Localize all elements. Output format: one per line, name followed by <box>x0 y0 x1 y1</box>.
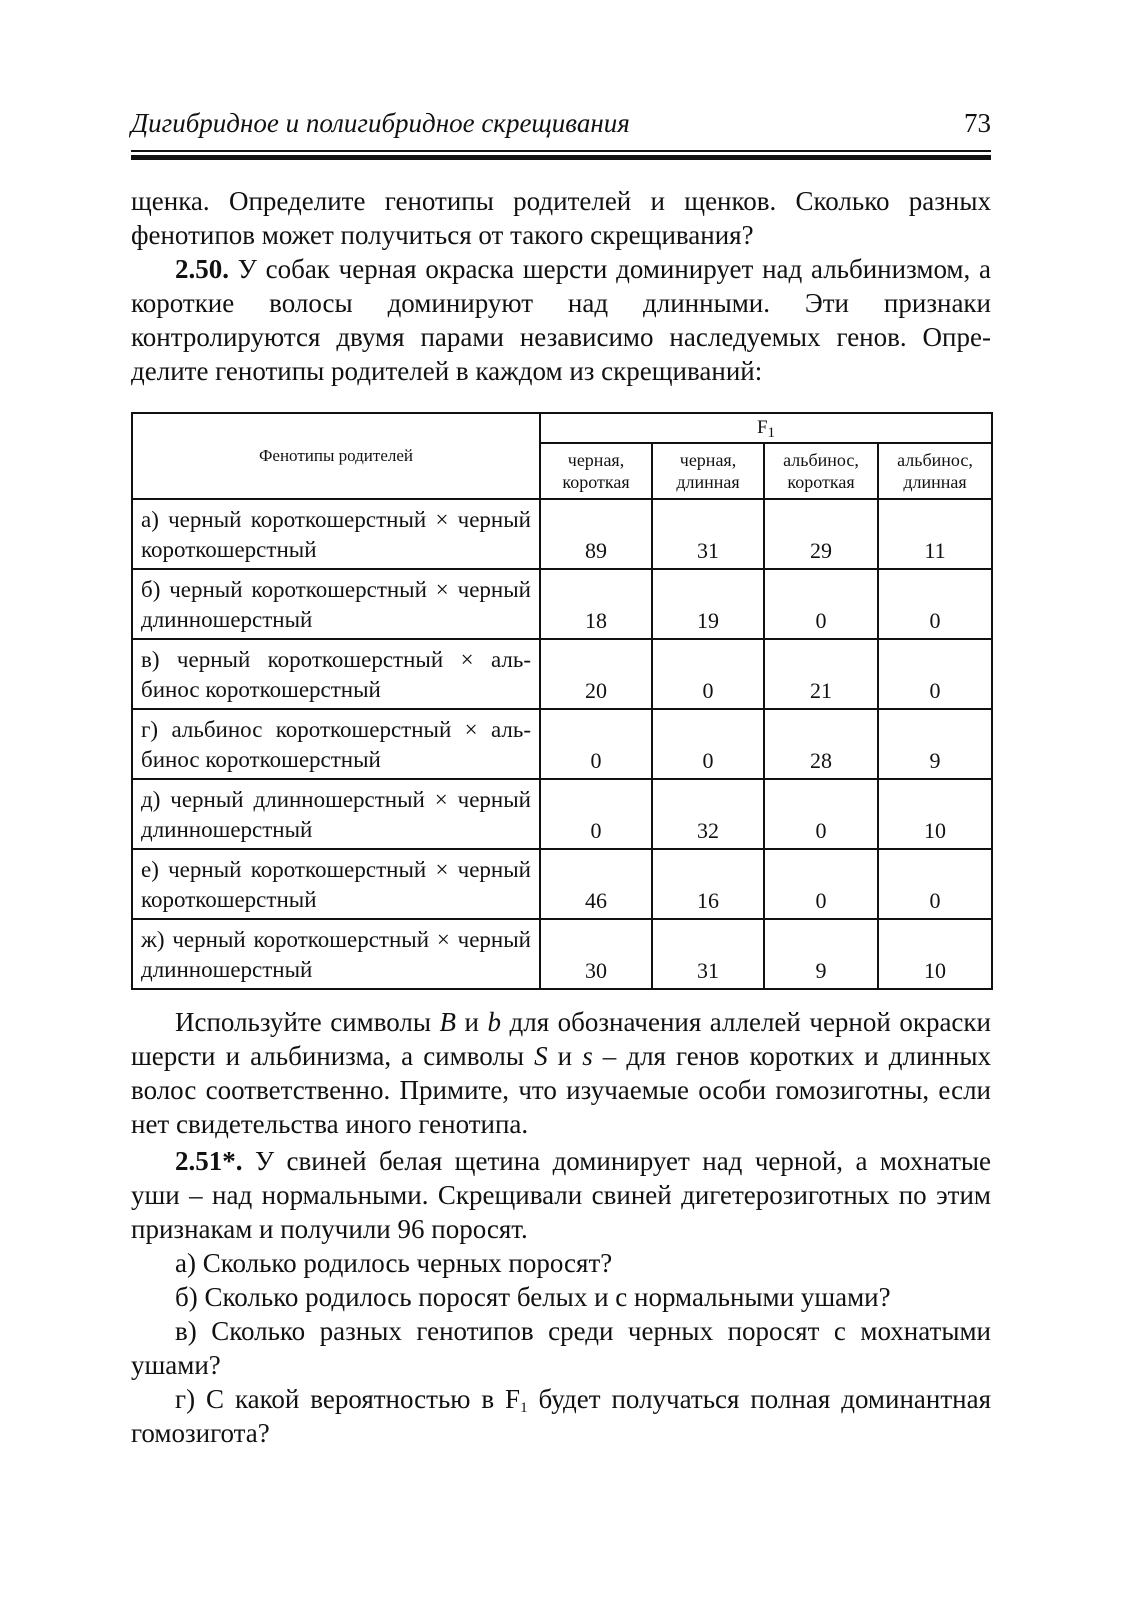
table-row <box>132 639 992 709</box>
table-row <box>132 779 992 849</box>
table-cell: 21 <box>764 639 878 709</box>
symbol-S: S <box>534 1041 548 1071</box>
table-cell: 0 <box>764 779 878 849</box>
table-cell: 19 <box>652 569 764 639</box>
problem-2-51 <box>131 1144 991 1450</box>
table-cell: 10 <box>878 779 992 849</box>
table-cell: 0 <box>540 709 652 779</box>
table-cell: 9 <box>878 709 992 779</box>
table-row <box>132 849 992 919</box>
header-rule-thick <box>131 155 991 160</box>
column-header: черная, короткая <box>540 443 652 499</box>
problem-text: У свиней белая щетина доминирует над черной, а мохнатые уши – над нормальными. Скрещивали свиней дигетерозиготных по этим признакам и получили 96 поросят. <box>131 1146 991 1244</box>
row-label: б) черный короткошерстный × черный длинношерстный <box>132 569 540 639</box>
question-a: а) Сколько родилось черных поросят? <box>175 1248 613 1278</box>
row-label: в) черный короткошерстный × альбинос короткошерстный <box>132 639 540 709</box>
table-cell: 0 <box>652 639 764 709</box>
table-cell: 18 <box>540 569 652 639</box>
column-header: черная, длинная <box>652 443 764 499</box>
table-row <box>132 709 992 779</box>
table-cell: 29 <box>764 499 878 569</box>
table-cell: 28 <box>764 709 878 779</box>
table-cell: 0 <box>652 709 764 779</box>
table-cell: 31 <box>652 919 764 989</box>
row-label: ж) черный короткошерстный × черный длинношерстный <box>132 919 540 989</box>
table-cell: 30 <box>540 919 652 989</box>
table-row <box>132 499 992 569</box>
table-row <box>132 919 992 989</box>
table-cell: 0 <box>878 569 992 639</box>
symbols-note: Используйте символы B и b для обозначения аллелей черной окраски шерсти и альбинизма, а символы S и s – для генов коротких и длинных волос соответственно. Примите, что изучаемые особи гомозиготны, если нет свидетельства иного генотипа. <box>131 1007 992 1139</box>
question-b: б) Сколько родилось поросят белых и с нормальными ушами? <box>175 1282 891 1312</box>
row-label: г) альбинос короткошерстный × альбинос короткошерстный <box>132 709 540 779</box>
column-header: альбинос, длинная <box>878 443 992 499</box>
intro-line-1: щенка. Определите генотипы родителей и щенков. Сколько разных <box>131 186 991 216</box>
table-cell: 16 <box>652 849 764 919</box>
table-cell: 31 <box>652 499 764 569</box>
row-label: а) черный короткошерстный × черный короткошерстный <box>132 499 540 569</box>
intro-paragraph <box>131 184 991 252</box>
question-d: г) С какой вероятностью в $F_1$ будет получаться полная доминантная гомозигота? <box>131 1384 992 1448</box>
chapter-title: Дигибридное и полигибридное скрещивания <box>131 108 630 138</box>
symbol-s: s <box>582 1041 593 1071</box>
table-cell: 0 <box>540 779 652 849</box>
table-cell: 0 <box>878 639 992 709</box>
problem-number: 2.51*. <box>175 1146 243 1176</box>
table-cell: 9 <box>764 919 878 989</box>
table-cell: 10 <box>878 919 992 989</box>
problem-2-50 <box>131 252 991 388</box>
table-cell: 11 <box>878 499 992 569</box>
column-header: альбинос, короткая <box>764 443 878 499</box>
table-cell: 0 <box>878 849 992 919</box>
header-rule-thin <box>131 150 991 152</box>
symbol-b: b <box>487 1007 502 1037</box>
table-cell: 46 <box>540 849 652 919</box>
page-number: 73 <box>964 108 991 138</box>
row-label: д) черный длинношерстный × черный длинношерстный <box>132 779 540 849</box>
problem-text: У собак черная окраска шерсти доминирует над альбинизмом, а короткие волосы доминируют над длинными. Эти признаки контролируются двумя парами независимо наследуемых генов. Определите генотипы родителей в каждом из скрещиваний: <box>131 254 991 386</box>
symbol-B: B <box>439 1007 457 1037</box>
table-cell: 20 <box>540 639 652 709</box>
table-cell: 0 <box>764 849 878 919</box>
row-label: е) черный короткошерстный × черный короткошерстный <box>132 849 540 919</box>
problem-number: 2.50. <box>175 254 229 284</box>
table-cell: 89 <box>540 499 652 569</box>
f1-header: $F_1$ <box>540 413 992 443</box>
table-cell: 0 <box>764 569 878 639</box>
table-row <box>132 569 992 639</box>
parent-phenotype-header: Фенотипы родителей <box>132 413 540 499</box>
intro-line-2: фенотипов может получиться от такого скрещивания? <box>131 220 754 250</box>
question-c: в) Сколько разных генотипов среди черных поросят с мохнатыми ушами? <box>131 1316 991 1380</box>
running-header <box>131 108 991 148</box>
table-cell: 32 <box>652 779 764 849</box>
crossing-table <box>131 412 991 990</box>
